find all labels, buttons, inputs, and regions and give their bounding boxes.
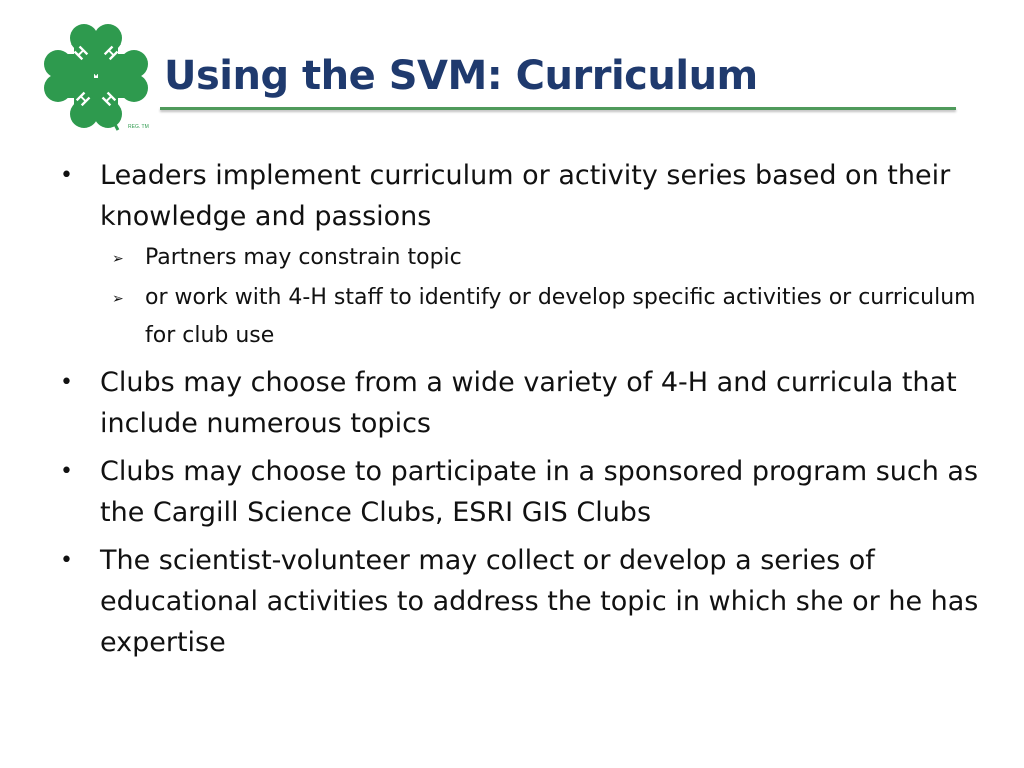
slide-title: Using the SVM: Curriculum (164, 53, 758, 99)
bullet-dot-icon: • (60, 548, 73, 573)
bullet-item (56, 155, 986, 237)
bullet-item (56, 362, 986, 444)
leaf-letter: H (71, 43, 92, 64)
bullet-text: Clubs may choose from a wide variety of 4-H and curricula that include numerous topics (100, 367, 957, 439)
4-h-clover-icon (44, 24, 156, 132)
subbullet-item (56, 239, 986, 277)
leaf-letter: H (100, 43, 121, 64)
slide-content (56, 155, 986, 663)
leaf-letter: H (99, 89, 120, 110)
bullet-text: Clubs may choose to participate in a sponsored program such as the Cargill Science Clubs, ESRI GIS Clubs (100, 456, 979, 528)
bullet-dot-icon: • (60, 370, 73, 395)
subbullet-text: or work with 4-H staff to identify or develop specific activities or curriculum for club use (145, 285, 976, 348)
title-underline (160, 107, 956, 110)
arrow-bullet-icon: ➢ (112, 291, 124, 307)
4-h-clover-logo (44, 24, 156, 132)
bullet-item (56, 540, 986, 663)
bullet-text: Leaders implement curriculum or activity series based on their knowledge and passions (100, 160, 951, 232)
subbullet-item (56, 279, 986, 355)
bullet-item (56, 451, 986, 533)
arrow-bullet-icon: ➢ (112, 251, 124, 267)
registered-mark: REG. TM (128, 124, 149, 130)
leaf-letter: H (72, 89, 93, 110)
subbullet-text: Partners may constrain topic (145, 245, 462, 270)
bullet-dot-icon: • (60, 459, 73, 484)
bullet-text: The scientist-volunteer may collect or develop a series of educational activities to address the topic in which she or he has expertise (100, 545, 979, 658)
bullet-dot-icon: • (60, 163, 73, 188)
